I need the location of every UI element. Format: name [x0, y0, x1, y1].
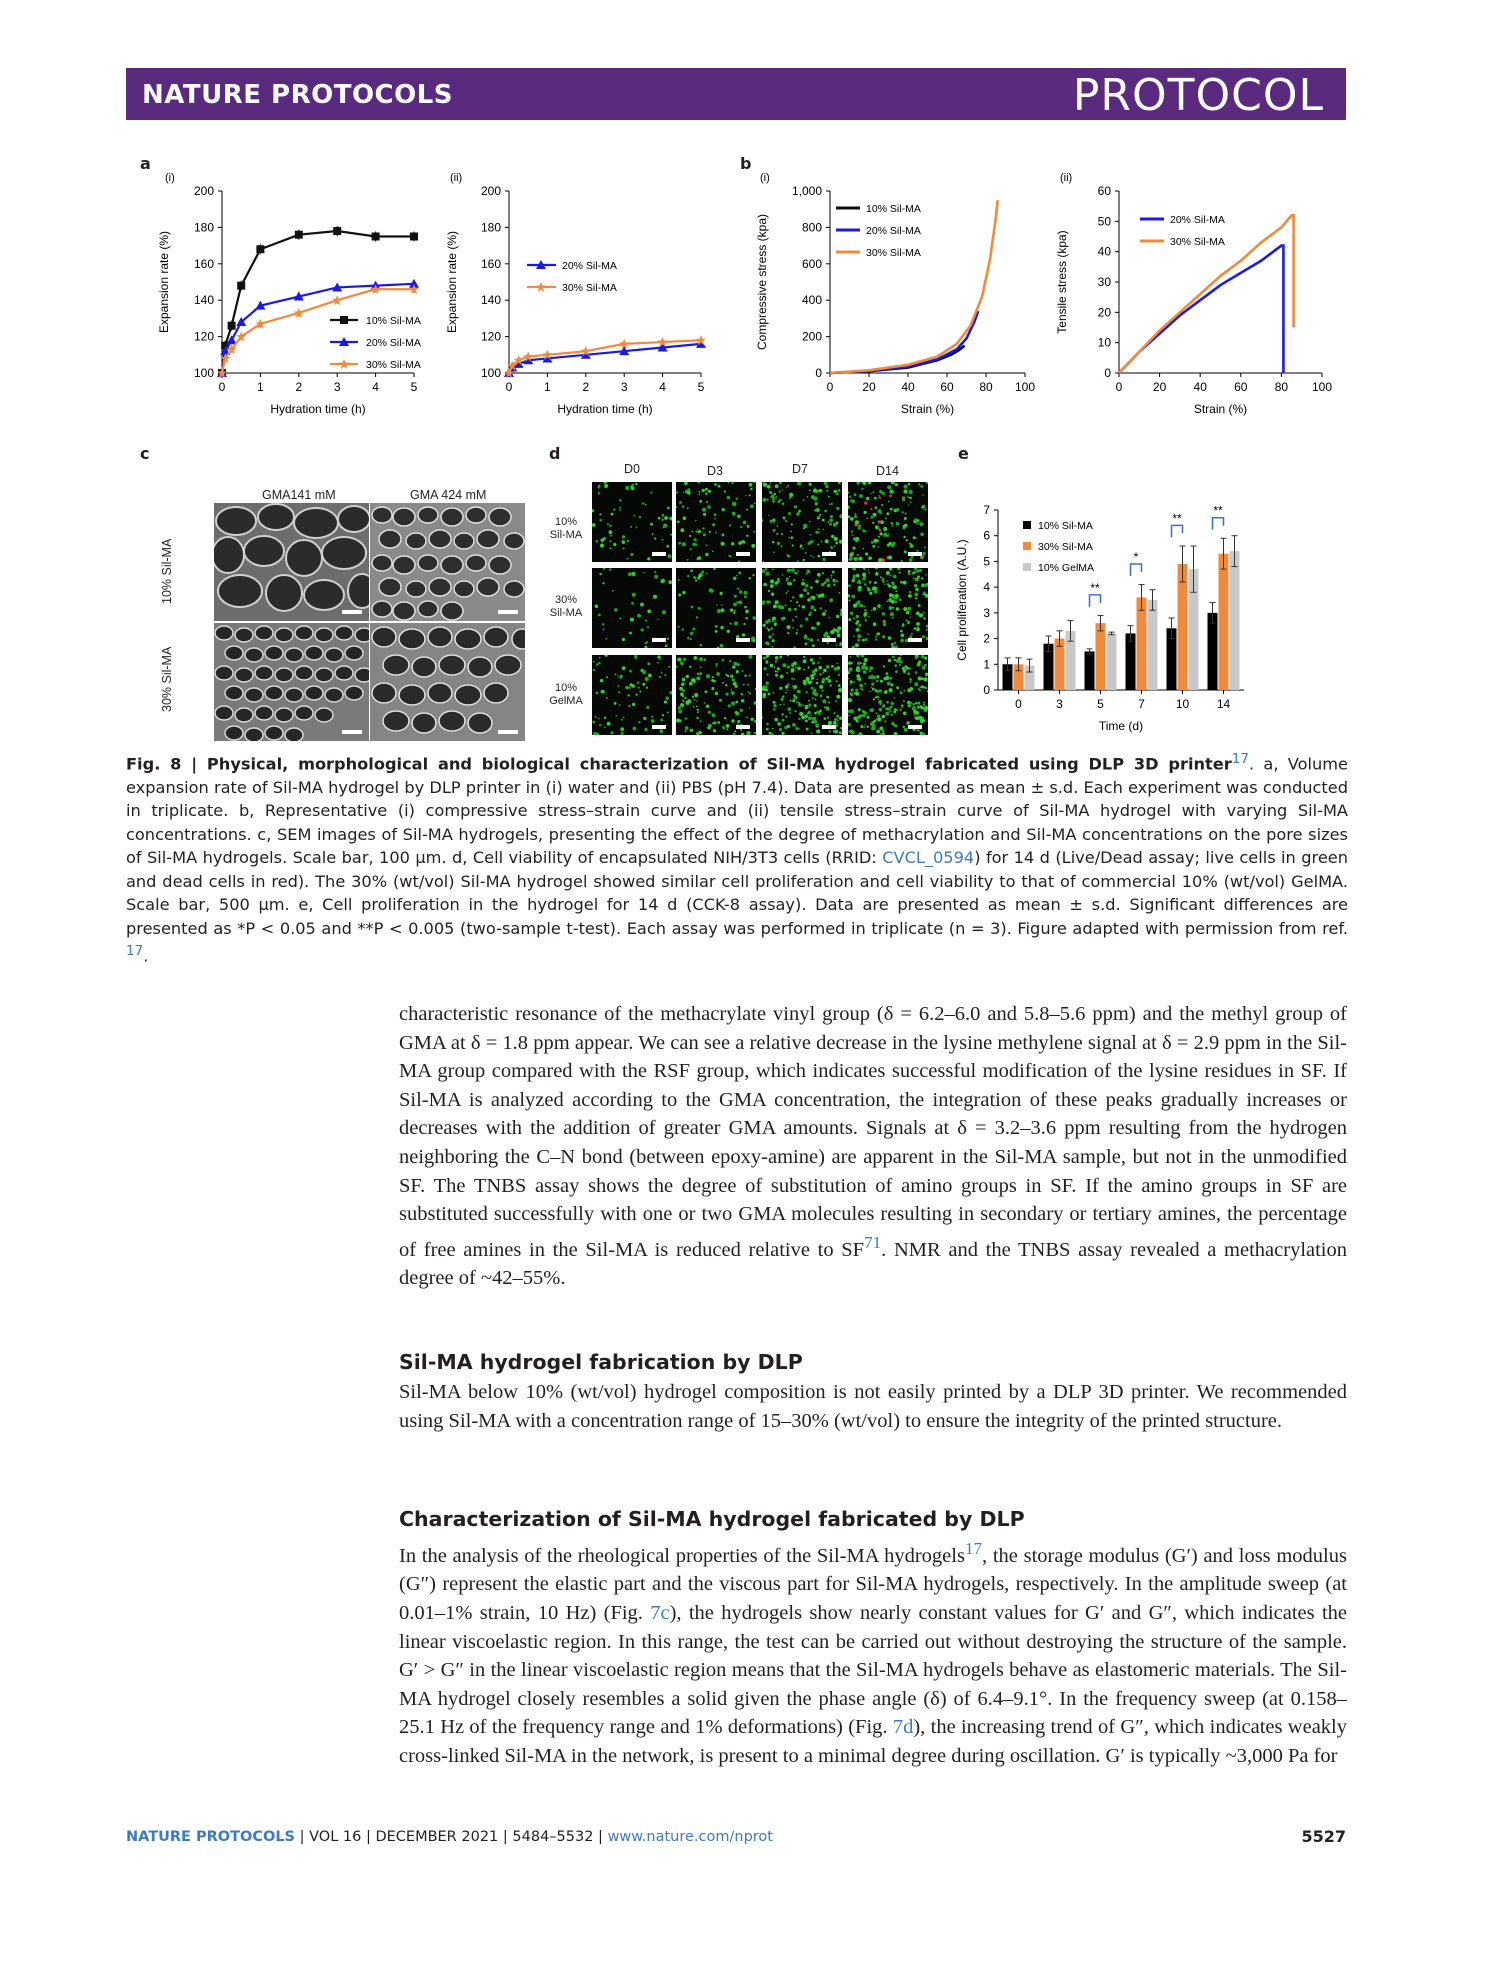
y-tick-label: 0 — [1104, 366, 1111, 380]
scale-bar — [736, 552, 750, 556]
legend-label: 30% Sil-MA — [562, 282, 617, 294]
rrid-link[interactable]: CVCL_0594 — [882, 848, 975, 868]
scale-bar — [736, 638, 750, 642]
sem-row-label-1: 10% Sil-MA — [160, 538, 174, 604]
y-tick-label: 100 — [193, 366, 214, 380]
x-tick-label: 7 — [1138, 697, 1145, 711]
live-dead-image — [676, 568, 756, 648]
footer-journal: NATURE PROTOCOLS — [126, 1829, 296, 1845]
panel-letter-e: e — [958, 444, 969, 463]
subpanel-label: (i) — [165, 172, 175, 184]
x-tick-label: 100 — [1311, 380, 1333, 394]
day-label-d3: D3 — [707, 464, 723, 478]
y-tick-label: 400 — [801, 293, 822, 308]
ref-link[interactable]: 17 — [964, 1539, 983, 1558]
row-label-30-silma: 30% Sil-MA — [549, 594, 583, 619]
x-tick-label: 5 — [697, 380, 705, 394]
sem-image — [370, 623, 525, 741]
sem-row-label-2: 30% Sil-MA — [160, 646, 174, 712]
y-tick-label: 2 — [983, 631, 990, 646]
live-dead-image — [848, 568, 928, 648]
y-tick-label: 140 — [193, 293, 214, 308]
y-tick-label: 3 — [983, 605, 990, 620]
subpanel-label: (ii) — [450, 172, 463, 184]
body-paragraph: characteristic resonance of the methacrylate vinyl group (δ = 6.2–6.0 and 5.8–5.6 ppm) and the methyl group of GMA at δ = 1.8 ppm appear. We can see a relative decrease in the lysine methylene signal at δ = 2.9 ppm in the Sil-MA group compared with the RSF group, which indicates successful modification of the lysine residues in SF. If Sil-MA is analyzed according to the GMA concentration, the integration of these peaks gradually increases or decreases with the addition of greater GMA amounts. Signals at δ = 3.2–3.6 ppm resulting from the hydrogen neighboring the C–N bond (between epoxy-amine) are apparent in the Sil-MA sample, but not in the unmodified SF. The TNBS assay shows the degree of substitution of amino groups in SF. If the amino groups in SF are substituted successfully with one or two GMA molecules resulting in secondary or tertiary amines, the percentage of free amines in the Sil-MA is reduced relative to SF$^{71}$. NMR and the TNBS assay revealed a methacrylation degree of ~42–55%. — [399, 1003, 1348, 1290]
legend-swatch — [1023, 542, 1031, 550]
y-tick-label: 1,000 — [791, 184, 822, 198]
ref-link[interactable]: 17 — [126, 943, 144, 960]
scale-bar — [822, 725, 836, 729]
legend-label: 10% Sil-MA — [366, 315, 421, 327]
x-tick-label: 0 — [826, 380, 834, 394]
live-dead-image — [848, 482, 928, 562]
y-tick-label: 160 — [480, 256, 501, 271]
live-dead-image — [676, 655, 756, 735]
legend-label: 30% Sil-MA — [1170, 236, 1225, 248]
section-label: PROTOCOL — [1072, 70, 1324, 121]
bar — [1178, 564, 1188, 690]
bar — [1137, 597, 1147, 690]
sem-image — [214, 503, 369, 621]
x-axis-label: Hydration time (h) — [557, 402, 653, 416]
x-tick-label: 2 — [295, 380, 303, 394]
y-tick-label: 100 — [480, 366, 501, 380]
y-tick-label: 5 — [983, 554, 990, 569]
y-tick-label: 60 — [1097, 184, 1111, 198]
legend-swatch — [1023, 563, 1031, 571]
bar — [1126, 633, 1136, 690]
y-tick-label: 600 — [801, 256, 822, 271]
panel-letter-b: b — [740, 154, 752, 173]
legend-swatch — [1023, 521, 1031, 529]
x-tick-label: 2 — [582, 380, 590, 394]
panel-letter-d: d — [549, 444, 561, 463]
x-tick-label: 1 — [544, 380, 551, 394]
legend-label: 20% Sil-MA — [562, 260, 617, 272]
x-tick-label: 5 — [1097, 697, 1104, 711]
subpanel-label: (i) — [760, 172, 770, 184]
y-tick-label: 0 — [983, 683, 990, 697]
y-tick-label: 200 — [801, 329, 822, 344]
x-tick-label: 3 — [620, 380, 628, 394]
row-label-10-silma: 10% Sil-MA — [549, 516, 583, 541]
bar — [1208, 613, 1218, 690]
data-point — [340, 316, 348, 324]
x-tick-label: 20 — [1152, 380, 1167, 394]
x-tick-label: 4 — [372, 380, 379, 394]
y-tick-label: 120 — [480, 329, 501, 344]
x-tick-label: 40 — [901, 380, 915, 394]
live-dead-image — [762, 655, 842, 735]
body-paragraph: In the analysis of the rheological properties of the Sil-MA hydrogels$^{17}$, the storage modulus (G′) and loss modulus (G″) represent the elastic part and the viscous part for Sil-MA hydrogels, respectively. In the amplitude sweep (at 0.01–1% strain, 10 Hz) (Fig. 7c), the hydrogels show nearly constant values for G′ and G″, which indicates the linear viscoelastic region. In this range, the test can be carried out without destroying the structure of the sample. G′ > G″ in the linear viscoelastic region means that the Sil-MA hydrogels behave as elastomeric materials. The Sil-MA hydrogel closely resembles a solid given the phase angle (δ) of 6.4–9.1°. In the frequency sweep (at 0.158–25.1 Hz of the frequency range and 1% deformations) (Fig. 7d), the increasing trend of G″, which indicates weakly cross-linked Sil-MA in the network, is present to a minimal degree during oscillation. G′ is typically ~3,000 Pa for — [399, 1539, 1348, 1767]
sem-image — [214, 623, 369, 741]
legend-label: 10% Sil-MA — [866, 203, 921, 215]
figure-link[interactable]: 7c — [650, 1602, 670, 1625]
scale-bar — [908, 552, 922, 556]
y-tick-label: 180 — [193, 220, 214, 235]
bar — [1107, 633, 1117, 690]
x-tick-label: 0 — [1015, 697, 1022, 711]
x-axis-label: Hydration time (h) — [270, 402, 366, 416]
body-paragraph: Sil-MA below 10% (wt/vol) hydrogel composition is not easily printed by a DLP 3D printer. We recommended using Sil-MA with a concentration range of 15–30% (wt/vol) to ensure the integrity of the printed structure. — [399, 1381, 1347, 1432]
y-tick-label: 120 — [193, 329, 214, 344]
y-axis-label: Tensile stress (kpa) — [1055, 230, 1069, 334]
ref-link[interactable]: 71 — [864, 1232, 882, 1252]
series-line — [222, 231, 414, 373]
x-axis-label: Time (d) — [1098, 719, 1144, 733]
x-tick-label: 0 — [1115, 380, 1123, 394]
legend-label: 20% Sil-MA — [366, 337, 421, 349]
series-line — [1119, 246, 1283, 373]
x-tick-label: 0 — [218, 380, 226, 394]
y-axis-label: Cell proliferation (A.U.) — [955, 539, 969, 661]
data-point — [228, 322, 236, 330]
row-label-10-gelma: 10% GelMA — [549, 682, 583, 707]
live-dead-image — [676, 482, 756, 562]
y-tick-label: 140 — [480, 293, 501, 308]
page-number: 5527 — [1301, 1827, 1346, 1846]
y-tick-label: 160 — [193, 256, 214, 271]
live-dead-image — [592, 655, 672, 735]
live-dead-image — [848, 655, 928, 735]
sem-image — [370, 503, 525, 621]
figure-link[interactable]: 7d — [892, 1716, 914, 1739]
x-tick-label: 1 — [257, 380, 264, 394]
bar — [1230, 551, 1240, 690]
panel-letter-c: c — [140, 444, 150, 463]
panel-letter-a: a — [140, 154, 151, 173]
data-point — [256, 245, 264, 253]
data-point — [333, 227, 341, 235]
legend-label: 20% Sil-MA — [866, 225, 921, 237]
bar — [1085, 651, 1095, 690]
y-tick-label: 200 — [193, 184, 214, 198]
x-tick-label: 0 — [505, 380, 513, 394]
y-tick-label: 1 — [983, 657, 990, 672]
scale-bar — [908, 725, 922, 729]
y-tick-label: 800 — [801, 220, 822, 235]
significance-bracket — [1213, 518, 1224, 530]
significance-marker: * — [1133, 550, 1139, 564]
y-tick-label: 6 — [983, 528, 990, 543]
scale-bar — [652, 725, 666, 729]
x-tick-label: 60 — [940, 380, 954, 394]
footer-url-link[interactable]: www.nature.com/nprot — [607, 1829, 773, 1845]
sem-col-label-1: GMA141 mM — [262, 488, 336, 502]
legend-label: 30% Sil-MA — [366, 359, 421, 371]
significance-bracket — [1090, 595, 1101, 607]
y-axis-label: Compressive stress (kpa) — [755, 213, 769, 351]
scale-bar — [736, 725, 750, 729]
scale-bar — [652, 638, 666, 642]
bar — [1096, 623, 1106, 690]
x-tick-label: 60 — [1234, 380, 1248, 394]
live-dead-image — [762, 568, 842, 648]
y-tick-label: 4 — [983, 580, 990, 595]
x-tick-label: 40 — [1193, 380, 1207, 394]
series-line — [509, 340, 701, 373]
legend-label: 10% Sil-MA — [1038, 520, 1093, 532]
x-tick-label: 3 — [1056, 697, 1063, 711]
live-dead-image — [592, 568, 672, 648]
y-tick-label: 40 — [1097, 244, 1111, 259]
y-tick-label: 30 — [1097, 275, 1111, 289]
sem-col-label-2: GMA 424 mM — [410, 488, 487, 502]
data-point — [372, 233, 380, 241]
significance-marker: ** — [1213, 503, 1223, 518]
legend-label: 30% Sil-MA — [1038, 541, 1093, 553]
y-tick-label: 180 — [480, 220, 501, 235]
x-tick-label: 14 — [1216, 697, 1231, 711]
day-label-d0: D0 — [624, 462, 640, 476]
y-tick-label: 10 — [1097, 335, 1111, 350]
legend-label: 10% GelMA — [1038, 562, 1095, 574]
x-tick-label: 4 — [659, 380, 666, 394]
scale-bar — [652, 552, 666, 556]
day-label-d14: D14 — [876, 464, 899, 478]
day-label-d7: D7 — [792, 462, 808, 476]
x-tick-label: 5 — [410, 380, 418, 394]
live-dead-image — [592, 482, 672, 562]
x-axis-label: Strain (%) — [900, 402, 955, 416]
figure-caption: Fig. 8 | Physical, morphological and biological characterization of Sil-MA hydrogel fabricated using DLP 3D printer$^{17}$. a, Volume expansion rate of Sil-MA hydrogel by DLP printer in (i) water and (ii) PBS (pH 7.4). Data are presented as mean ± s.d. Each experiment was conducted in triplicate. b, Representative (i) compressive stress–strain curve and (ii) tensile stress–strain curve of Sil-MA hydrogel with varying Sil-MA concentrations. c, SEM images of Sil-MA hydrogels, presenting the effect of the degree of methacrylation and Sil-MA concentrations on the pore sizes of Sil-MA hydrogels. Scale bar, 100 μm. d, Cell viability of encapsulated NIH/3T3 cells (RRID: CVCL_0594) for 14 d (Live/Dead assay; live cells in green and dead cells in red). The 30% (wt/vol) Sil-MA hydrogel showed similar cell proliferation and cell viability to that of commercial 10% (wt/vol) GelMA. Scale bar, 500 μm. e, Cell proliferation in the hydrogel for 14 d (CCK-8 assay). Data are presented as mean ± s.d. Significant differences are presented as *P < 0.05 and **P < 0.005 (two-sample t-test). Each assay was performed in triplicate (n = 3). Figure adapted with permission from ref. $^{17}$. — [126, 751, 1348, 966]
x-tick-label: 3 — [333, 380, 341, 394]
y-tick-label: 200 — [480, 184, 501, 198]
subpanel-label: (ii) — [1060, 172, 1073, 184]
scale-bar — [908, 638, 922, 642]
data-point — [410, 233, 418, 241]
x-tick-label: 20 — [862, 380, 876, 394]
legend-label: 20% Sil-MA — [1170, 214, 1225, 226]
significance-bracket — [1131, 564, 1142, 576]
legend-label: 30% Sil-MA — [866, 247, 921, 259]
y-tick-label: 7 — [983, 503, 990, 517]
section-heading: Sil-MA hydrogel fabrication by DLP — [399, 1350, 803, 1374]
live-dead-image — [762, 482, 842, 562]
y-tick-label: 50 — [1097, 214, 1111, 229]
bar — [1148, 600, 1158, 690]
data-point — [237, 282, 245, 290]
y-axis-label: Expansion rate (%) — [445, 230, 459, 334]
x-tick-label: 10 — [1175, 697, 1190, 711]
x-tick-label: 80 — [1274, 380, 1289, 394]
page-footer: NATURE PROTOCOLS | VOL 16 | DECEMBER 2021 | 5484–5532 | www.nature.com/nprot — [126, 1829, 773, 1845]
y-axis-label: Expansion rate (%) — [157, 230, 171, 334]
x-tick-label: 80 — [979, 380, 993, 394]
y-tick-label: 20 — [1097, 305, 1111, 320]
ref-link[interactable]: 17 — [1231, 751, 1249, 767]
significance-marker: ** — [1172, 511, 1182, 526]
journal-name: NATURE PROTOCOLS — [142, 80, 454, 110]
x-axis-label: Strain (%) — [1193, 402, 1248, 416]
series-line — [830, 311, 978, 373]
data-point — [295, 231, 303, 239]
significance-marker: ** — [1090, 580, 1100, 595]
scale-bar — [822, 638, 836, 642]
section-heading: Characterization of Sil-MA hydrogel fabricated by DLP — [399, 1507, 1025, 1531]
bar — [1219, 554, 1229, 690]
y-tick-label: 0 — [815, 366, 822, 380]
x-tick-label: 100 — [1014, 380, 1036, 394]
significance-bracket — [1172, 525, 1183, 537]
scale-bar — [822, 552, 836, 556]
